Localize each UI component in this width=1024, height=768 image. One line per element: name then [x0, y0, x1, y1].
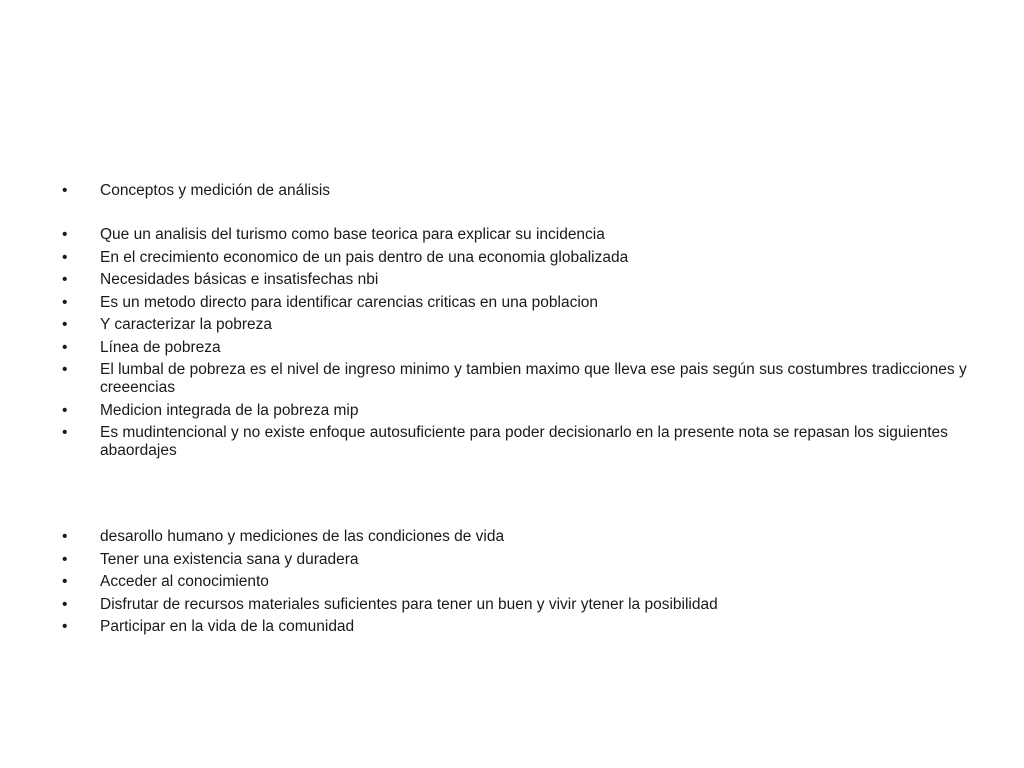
list-item	[62, 271, 982, 289]
bullet-text: Es un metodo directo para identificar carencias criticas en una poblacion	[100, 293, 598, 311]
bullet-text: desarollo humano y mediciones de las condiciones de vida	[100, 528, 505, 545]
list-item	[62, 551, 982, 569]
list-item	[62, 182, 982, 200]
bullet-text: Acceder al conocimiento	[100, 573, 269, 590]
list-item	[62, 596, 982, 614]
list-item	[62, 618, 982, 636]
list-item	[62, 339, 982, 357]
list-item	[62, 249, 982, 267]
bullet-icon: •	[62, 293, 68, 311]
list-item	[62, 294, 982, 312]
bullet-icon: •	[62, 528, 68, 545]
bullet-text: El lumbal de pobreza es el nivel de ingreso minimo y tambien maximo que lleva ese pais según sus costumbres tradicciones y creeencias	[100, 361, 967, 396]
bullet-icon: •	[62, 248, 68, 266]
bullet-icon: •	[62, 338, 68, 356]
bullet-text: Tener una existencia sana y duradera	[100, 550, 359, 568]
bullet-text: Línea de pobreza	[100, 338, 221, 356]
list-item	[62, 361, 982, 397]
bullet-icon: •	[62, 424, 68, 441]
list-item	[62, 573, 982, 591]
bullet-icon: •	[62, 226, 68, 243]
bullet-text: Necesidades básicas e insatisfechas nbi	[100, 271, 379, 288]
bullet-icon: •	[62, 618, 68, 635]
bullet-list-bottom	[62, 528, 982, 641]
bullet-text: Que un analisis del turismo como base teorica para explicar su incidencia	[100, 226, 605, 243]
bullet-text: Conceptos y medición de análisis	[100, 182, 331, 199]
list-item	[62, 316, 982, 334]
bullet-icon: •	[62, 573, 68, 590]
list-item	[62, 226, 982, 244]
bullet-text: En el crecimiento economico de un pais dentro de una economia globalizada	[100, 248, 629, 266]
bullet-icon: •	[62, 182, 68, 199]
bullet-icon: •	[62, 316, 68, 333]
bullet-text: Participar en la vida de la comunidad	[100, 618, 355, 635]
bullet-text: Disfrutar de recursos materiales suficientes para tener un buen y vivir ytener la posibilidad	[100, 595, 718, 613]
bullet-icon: •	[62, 401, 68, 419]
bullet-icon: •	[62, 271, 68, 288]
bullet-icon: •	[62, 550, 68, 568]
bullet-text: Es mudintencional y no existe enfoque autosuficiente para poder decisionarlo en la presente nota se repasan los siguientes abaordajes	[100, 424, 948, 459]
list-item	[62, 424, 982, 460]
list-item	[62, 402, 982, 420]
bullet-icon: •	[62, 361, 68, 378]
bullet-list-top	[62, 182, 982, 465]
bullet-icon: •	[62, 595, 68, 613]
bullet-text: Y caracterizar la pobreza	[100, 316, 273, 333]
list-item	[62, 528, 982, 546]
bullet-text: Medicion integrada de la pobreza mip	[100, 401, 359, 419]
